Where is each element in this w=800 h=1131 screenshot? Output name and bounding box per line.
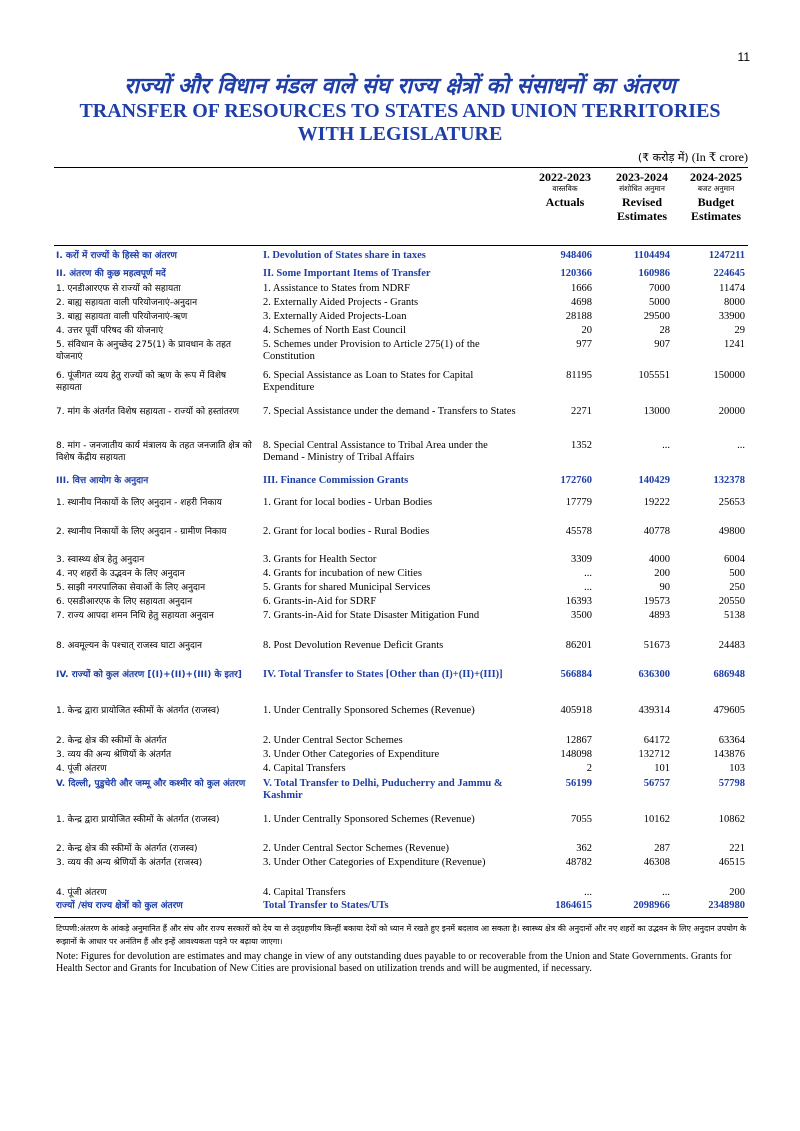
- row-label-hindi: 6. एसडीआरएफ के लिए सहायता अनुदान: [56, 597, 193, 607]
- row-label-hindi: 4. नए शहरों के उद्भवन के लिए अनुदान: [56, 569, 185, 579]
- value-2023-2024: 200: [654, 568, 670, 579]
- value-2024-2025: 46515: [718, 857, 745, 868]
- value-2022-2023: 86201: [565, 640, 592, 651]
- value-2022-2023: 45578: [565, 526, 592, 537]
- row-label-hindi: II. अंतरण की कुछ महत्वपूर्ण मदें: [56, 269, 166, 279]
- value-2023-2024: 10162: [643, 814, 670, 825]
- value-2024-2025: 5138: [724, 610, 745, 621]
- value-2022-2023: 172760: [560, 475, 592, 486]
- row-label-english: III. Finance Commission Grants: [263, 475, 409, 486]
- row-label-hindi: 7. मांग के अंतर्गत विशेष सहायता - राज्यों को हस्तांतरण: [56, 407, 240, 417]
- value-2023-2024: 160986: [638, 268, 670, 279]
- row-label-english: 3. Under Other Categories of Expenditure: [263, 749, 440, 760]
- value-2023-2024: ...: [662, 440, 670, 451]
- row-label-english: Total Transfer to States/UTs: [263, 900, 389, 911]
- column-english: Revised: [622, 195, 662, 209]
- column-year: 2024-2025: [690, 170, 742, 184]
- row-label-hindi: 8. अवमूल्यन के पश्चात् राजस्व घाटा अनुदान: [56, 641, 203, 651]
- value-2023-2024: 101: [654, 763, 670, 774]
- footnote-english: Note: Figures for devolution are estimates and may change in view of any outstanding dues payable to or recoverable from the Union and State Governments. Grants for Health Sector and Grants for Incubation of New Cities are provisional based on utilization trends and will be augmented, if necessary.: [56, 951, 732, 974]
- column-hindi: वास्तविक: [552, 184, 578, 193]
- value-2022-2023: 16393: [565, 596, 592, 607]
- value-2024-2025: 63364: [718, 735, 745, 746]
- value-2024-2025: 6004: [724, 554, 745, 565]
- value-2022-2023: 28188: [565, 311, 592, 322]
- row-label-hindi: 4. उत्तर पूर्वी परिषद की योजनाएं: [56, 326, 164, 336]
- value-2022-2023: 17779: [565, 497, 592, 508]
- row-label-hindi: 3. बाह्य सहायता वाली परियोजनाएं-ऋण: [56, 312, 188, 322]
- value-2022-2023: 948406: [560, 250, 592, 261]
- value-2024-2025: 29: [734, 325, 745, 336]
- value-2022-2023: 7055: [571, 814, 592, 825]
- row-label-english: 2. Under Central Sector Schemes (Revenue): [263, 843, 450, 854]
- value-2022-2023: ...: [584, 568, 592, 579]
- value-2022-2023: 405918: [560, 705, 592, 716]
- value-2024-2025: 8000: [724, 297, 745, 308]
- title-english-line-2: WITH LEGISLATURE: [297, 123, 503, 145]
- value-2024-2025: 224645: [713, 268, 745, 279]
- value-2022-2023: 81195: [566, 370, 592, 381]
- value-2022-2023: 1666: [571, 283, 592, 294]
- column-header-revised: [606, 170, 678, 223]
- title-hindi: राज्यों और विधान मंडल वाले संघ राज्य क्षेत्रों को संसाधनों का अंतरण: [124, 74, 676, 99]
- row-label-english: 1. Grant for local bodies - Urban Bodies: [263, 497, 433, 508]
- value-2024-2025: 250: [729, 582, 745, 593]
- value-2024-2025: 103: [729, 763, 745, 774]
- column-hindi: संशोधित अनुमान: [619, 184, 665, 193]
- value-2024-2025: 10862: [718, 814, 745, 825]
- value-2024-2025: 20000: [718, 406, 745, 417]
- row-label-hindi: 1. केन्द्र द्वारा प्रायोजित स्कीमों के अंतर्गत (राजस्व): [56, 815, 220, 825]
- row-label-hindi: 5. संविधान के अनुच्छेद 275(1) के प्रावधान के तहत योजनाएं: [56, 340, 232, 362]
- value-2022-2023: 3500: [571, 610, 592, 621]
- row-label-english: IV. Total Transfer to States [Other than (I)+(II)+(III)]: [263, 669, 503, 680]
- value-2023-2024: 29500: [643, 311, 670, 322]
- value-2024-2025: 25653: [718, 497, 745, 508]
- value-2022-2023: ...: [584, 582, 592, 593]
- value-2022-2023: 1864615: [555, 900, 592, 911]
- value-2023-2024: 28: [659, 325, 670, 336]
- value-2024-2025: 200: [729, 887, 745, 898]
- value-2023-2024: 132712: [638, 749, 670, 760]
- row-label-english: I. Devolution of States share in taxes: [263, 250, 426, 261]
- row-label-english: 4. Schemes of North East Council: [263, 325, 406, 336]
- row-label-english: 8. Special Central Assistance to Tribal Area under the Demand - Ministry of Tribal Affairs: [263, 440, 488, 463]
- header-bottom-rule: [54, 245, 748, 246]
- row-label-english: 3. Externally Aided Projects-Loan: [263, 311, 407, 322]
- value-2023-2024: 56757: [643, 778, 670, 789]
- value-2023-2024: 1104494: [633, 250, 670, 261]
- row-label-english: 8. Post Devolution Revenue Deficit Grants: [263, 640, 444, 651]
- row-label-hindi: 2. केन्द्र क्षेत्र की स्कीमों के अंतर्गत: [56, 736, 167, 746]
- value-2023-2024: 287: [654, 843, 670, 854]
- row-label-english: 4. Capital Transfers: [263, 887, 346, 898]
- value-2022-2023: 362: [576, 843, 592, 854]
- row-label-hindi: 7. राज्य आपदा शमन निधि हेतु सहायता अनुदान: [56, 611, 214, 621]
- row-label-hindi: 3. व्यय की अन्य श्रेणियों के अंतर्गत: [56, 750, 172, 760]
- value-2023-2024: 4000: [649, 554, 670, 565]
- value-2022-2023: 56199: [565, 778, 592, 789]
- column-header-actuals: [530, 170, 600, 209]
- column-english-2: Estimates: [691, 209, 741, 223]
- value-2024-2025: 2348980: [708, 900, 745, 911]
- row-label-hindi: V. दिल्ली, पुडुचेरी और जम्मू और कश्मीर को कुल अंतरण: [56, 779, 246, 789]
- value-2024-2025: ...: [737, 440, 745, 451]
- value-2024-2025: 33900: [718, 311, 745, 322]
- value-2023-2024: 105551: [638, 370, 670, 381]
- row-label-english: 3. Under Other Categories of Expenditure (Revenue): [263, 857, 486, 868]
- value-2024-2025: 150000: [713, 370, 745, 381]
- column-hindi: बजट अनुमान: [697, 184, 735, 193]
- row-label-hindi: 1. स्थानीय निकायों के लिए अनुदान - शहरी निकाय: [56, 498, 222, 508]
- value-2024-2025: 57798: [718, 778, 745, 789]
- row-label-english: 5. Schemes under Provision to Article 275(1) of the Constitution: [263, 339, 480, 362]
- value-2024-2025: 132378: [713, 475, 745, 486]
- value-2023-2024: 13000: [643, 406, 670, 417]
- title-english-line-1: TRANSFER OF RESOURCES TO STATES AND UNION TERRITORIES: [79, 100, 721, 122]
- column-english: Actuals: [545, 195, 585, 209]
- unit-label: [638, 150, 748, 165]
- value-2024-2025: 1247211: [708, 250, 745, 261]
- title-english: [0, 100, 800, 146]
- row-label-hindi: 1. केन्द्र द्वारा प्रायोजित स्कीमों के अंतर्गत (राजस्व): [56, 706, 220, 716]
- value-2022-2023: ...: [584, 887, 592, 898]
- value-2023-2024: 7000: [649, 283, 670, 294]
- column-year: 2022-2023: [539, 170, 591, 184]
- value-2024-2025: 500: [729, 568, 745, 579]
- row-label-english: 1. Under Centrally Sponsored Schemes (Revenue): [263, 705, 475, 716]
- column-english-2: Estimates: [617, 209, 667, 223]
- value-2023-2024: 40778: [643, 526, 670, 537]
- value-2022-2023: 2271: [571, 406, 592, 417]
- unit-english: (In ₹ crore): [691, 150, 748, 164]
- row-label-english: 1. Under Centrally Sponsored Schemes (Revenue): [263, 814, 475, 825]
- row-label-hindi: 8. मांग - जनजातीय कार्य मंत्रालय के तहत जनजाति क्षेत्र को विशेष केंद्रीय सहायता: [56, 441, 252, 463]
- value-2022-2023: 1352: [571, 440, 592, 451]
- value-2024-2025: 143876: [713, 749, 745, 760]
- value-2022-2023: 566884: [560, 669, 592, 680]
- value-2023-2024: 907: [654, 339, 670, 350]
- row-label-english: 6. Special Assistance as Loan to States for Capital Expenditure: [263, 370, 474, 393]
- row-label-hindi: 3. व्यय की अन्य श्रेणियों के अंतर्गत (राजस्व): [56, 858, 203, 868]
- row-label-english: 6. Grants-in-Aid for SDRF: [263, 596, 377, 607]
- row-label-hindi: 2. स्थानीय निकायों के लिए अनुदान - ग्रामीण निकाय: [56, 527, 227, 537]
- row-label-hindi: 1. एनडीआरएफ से राज्यों को सहायता: [56, 284, 181, 294]
- row-label-hindi: 2. बाह्य सहायता वाली परियोजनाएं-अनुदान: [56, 298, 198, 308]
- row-label-english: 2. Grant for local bodies - Rural Bodies: [263, 526, 430, 537]
- column-header-budget: [682, 170, 750, 223]
- row-label-english: 7. Special Assistance under the demand - Transfers to States: [263, 406, 516, 417]
- value-2023-2024: 46308: [643, 857, 670, 868]
- footnote: [56, 922, 748, 975]
- value-2022-2023: 4698: [571, 297, 592, 308]
- column-english: Budget: [697, 195, 735, 209]
- header-top-rule: [54, 167, 748, 168]
- value-2024-2025: 20550: [718, 596, 745, 607]
- row-label-hindi: 2. केन्द्र क्षेत्र की स्कीमों के अंतर्गत (राजस्व): [56, 844, 198, 854]
- row-label-english: 7. Grants-in-Aid for State Disaster Mitigation Fund: [263, 610, 480, 621]
- row-label-hindi: 6. पूंजीगत व्यय हेतु राज्यों को ऋण के रूप में विशेष सहायता: [56, 371, 227, 393]
- value-2022-2023: 977: [576, 339, 592, 350]
- row-label-english: 1. Assistance to States from NDRF: [263, 283, 410, 294]
- value-2023-2024: 5000: [649, 297, 670, 308]
- value-2024-2025: 11474: [719, 283, 745, 294]
- row-label-hindi: III. वित्त आयोग के अनुदान: [56, 476, 149, 486]
- row-label-english: 2. Under Central Sector Schemes: [263, 735, 403, 746]
- row-label-english: 3. Grants for Health Sector: [263, 554, 377, 565]
- value-2024-2025: 49800: [718, 526, 745, 537]
- row-label-hindi: 3. स्वास्थ्य क्षेत्र हेतु अनुदान: [56, 555, 145, 565]
- unit-hindi: (₹ करोड़ में): [637, 151, 689, 164]
- row-label-hindi: 5. साझी नगरपालिका सेवाओं के लिए अनुदान: [56, 583, 206, 593]
- value-2023-2024: 64172: [643, 735, 670, 746]
- value-2022-2023: 148098: [560, 749, 592, 760]
- value-2022-2023: 48782: [565, 857, 592, 868]
- value-2023-2024: 140429: [638, 475, 670, 486]
- value-2022-2023: 120366: [560, 268, 592, 279]
- value-2023-2024: 636300: [638, 669, 670, 680]
- row-label-hindi: 4. पूंजी अंतरण: [56, 888, 107, 898]
- row-label-english: 4. Capital Transfers: [263, 763, 346, 774]
- table-bottom-rule: [54, 917, 748, 918]
- row-label-hindi: राज्यों /संघ राज्य क्षेत्रों को कुल अंतरण: [56, 901, 183, 911]
- row-label-hindi: IV. राज्यों को कुल अंतरण [(I)+(II)+(III) के इतर]: [56, 670, 242, 680]
- value-2023-2024: 439314: [638, 705, 670, 716]
- row-label-english: II. Some Important Items of Transfer: [263, 268, 431, 279]
- row-label-english: 2. Externally Aided Projects - Grants: [263, 297, 419, 308]
- value-2022-2023: 12867: [565, 735, 592, 746]
- value-2023-2024: 2098966: [633, 900, 670, 911]
- row-label-english: V. Total Transfer to Delhi, Puducherry and Jammu & Kashmir: [263, 778, 503, 801]
- page-number: 11: [737, 50, 750, 64]
- row-label-english: 4. Grants for incubation of new Cities: [263, 568, 422, 579]
- value-2023-2024: 19573: [643, 596, 670, 607]
- value-2024-2025: 221: [729, 843, 745, 854]
- value-2022-2023: 3309: [571, 554, 592, 565]
- value-2024-2025: 1241: [724, 339, 745, 350]
- value-2023-2024: 4893: [649, 610, 670, 621]
- value-2023-2024: 51673: [643, 640, 670, 651]
- column-year: 2023-2024: [616, 170, 668, 184]
- row-label-hindi: 4. पूंजी अंतरण: [56, 764, 107, 774]
- value-2023-2024: ...: [662, 887, 670, 898]
- value-2024-2025: 686948: [713, 669, 745, 680]
- value-2024-2025: 479605: [713, 705, 745, 716]
- footnote-hindi: टिप्पणी:अंतरण के आंकड़े अनुमानित हैं और संघ और राज्य सरकारों को देय या से उद्ग्रहणीय किन्हीं बकाया देयों को ध्यान में रखते हुए इनमें बदलाव आ सकता है। स्वास्थ्य क्षेत्र की अनुदानों और नए शहरों का उद्भवन के लिए अनुदान उपयोग के रूझानों के आधार पर अनंतिम हैं और इन्हें आवश्यकता पड़ने पर बढ़ाया जाएगा।: [56, 924, 747, 946]
- value-2023-2024: 19222: [643, 497, 670, 508]
- value-2023-2024: 90: [659, 582, 670, 593]
- value-2024-2025: 24483: [718, 640, 745, 651]
- row-label-english: 5. Grants for shared Municipal Services: [263, 582, 431, 593]
- value-2022-2023: 20: [581, 325, 592, 336]
- value-2022-2023: 2: [586, 763, 592, 774]
- row-label-hindi: I. करों में राज्यों के हिस्से का अंतरण: [56, 251, 177, 261]
